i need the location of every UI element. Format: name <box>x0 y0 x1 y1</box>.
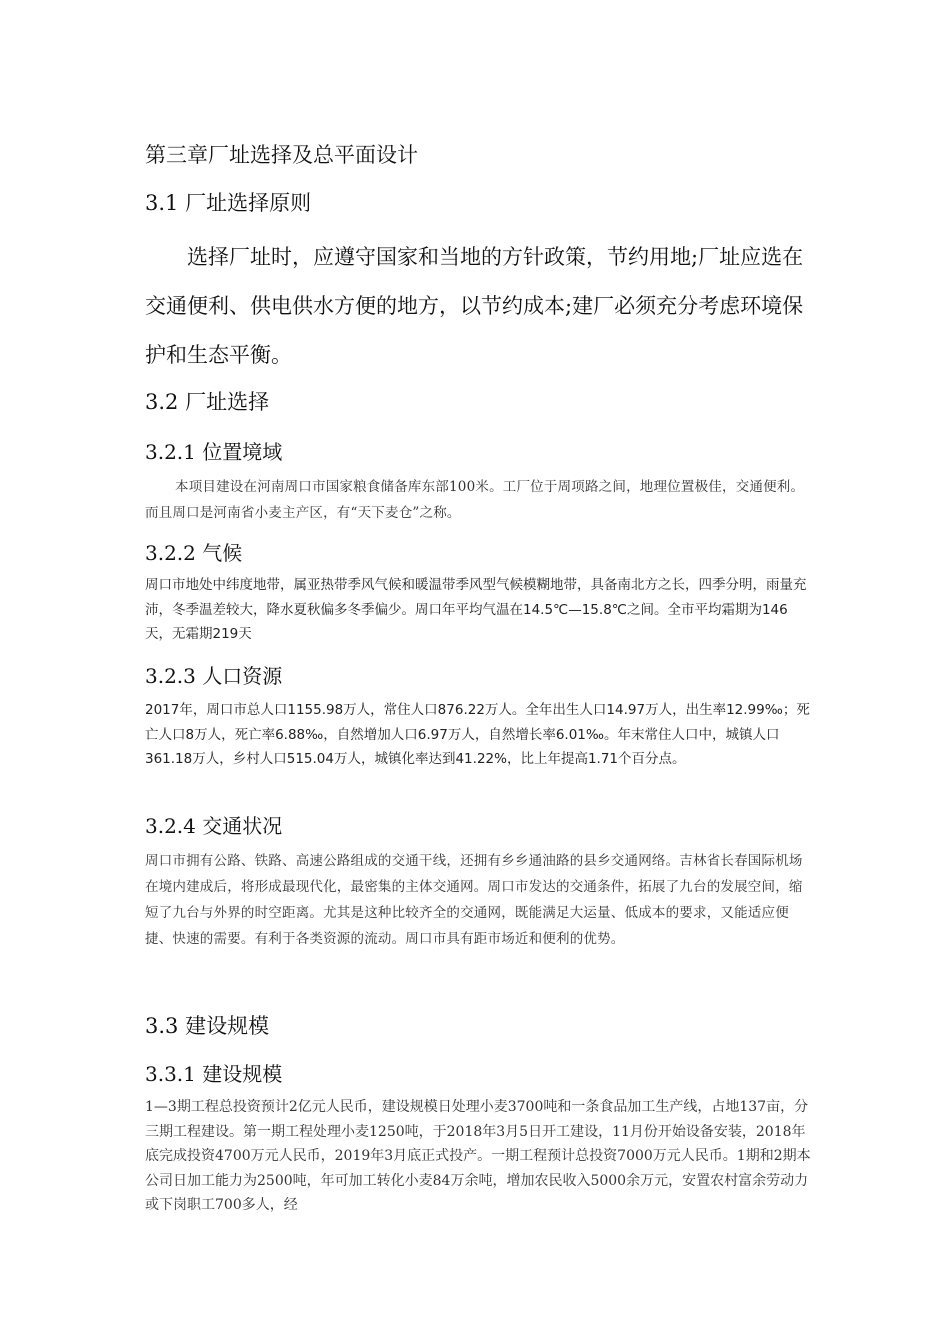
section-3-3-1-heading: 3.3.1 建设规模 <box>145 1062 283 1086</box>
section-3-3-heading: 3.3 建设规模 <box>145 1014 270 1038</box>
section-3-2-4-body: 周口市拥有公路、铁路、高速公路组成的交通干线，还拥有乡乡通油路的县乡交通网络。吉林省长春国际机场在境内建成后，将形成最现代化，最密集的主体交通网。周口市发达的交通条件，拓展了九台的发展空间，缩短了九台与外界的时空距离。尤其是这种比较齐全的交通网，既能满足大运量、低成本的要求，又能适应便捷、快速的需要。有利于各类资源的流动。周口市具有距市场近和便利的优势。 <box>145 853 803 947</box>
section-3-2-1-heading: 3.2.1 位置境域 <box>145 440 283 464</box>
section-3-3-1-body: 1—3期工程总投资预计2亿元人民币，建设规模日处理小麦3700吨和一条食品加工生产线，占地137亩，分三期工程建设。第一期工程处理小麦1250吨，于2018年3月5日开工建设，11月份开始设备安装，2018年底完成投资4700万元人民币，2019年3月底正式投产。一期工程预计总投资7000万元人民币。1期和2期本公司日加工能力为2500吨，年可加工转化小麦84万余吨，增加农民收入5000余万元，安置农村富余劳动力或下岗职工700多人，经 <box>145 1099 811 1213</box>
section-3-2-3-body: 2017年，周口市总人口1155.98万人，常住人口876.22万人。全年出生人口14.97万人，出生率12.99‰；死亡人口8万人，死亡率6.88‰，自然增加人口6.97万人，自然增长率6.01‰。年末常住人口中，城镇人口361.18万人，乡村人口515.04万人，城镇化率达到41.22%，比上年提高1.71个百分点。 <box>145 702 810 767</box>
section-3-1-heading: 3.1 厂址选择原则 <box>145 191 312 215</box>
section-3-2-4-heading: 3.2.4 交通状况 <box>145 814 283 838</box>
section-3-2-2-body: 周口市地处中纬度地带，属亚热带季风气候和暖温带季风型气候模糊地带，具备南北方之长，四季分明，雨量充沛，冬季温差较大，降水夏秋偏多冬季偏少。周口年平均气温在14.5℃—15.8℃之间。全市平均霜期为146天，无霜期219天 <box>145 577 807 642</box>
section-3-2-2-heading: 3.2.2 气候 <box>145 541 243 565</box>
section-3-2-3-heading: 3.2.3 人口资源 <box>145 664 283 688</box>
section-3-1-body: 选择厂址时，应遵守国家和当地的方针政策，节约用地;厂址应选在交通便利、供电供水方便的地方，以节约成本;建厂必须充分考虑环境保护和生态平衡。 <box>145 245 804 367</box>
section-3-2-heading: 3.2 厂址选择 <box>145 390 270 414</box>
section-3-2-1-body: 本项目建设在河南周口市国家粮食储备库东部100米。工厂位于周项路之间，地理位置极佳，交通便利。而且周口是河南省小麦主产区，有“天下麦仓”之称。 <box>145 479 805 521</box>
chapter-title: 第三章厂址选择及总平面设计 <box>145 143 418 167</box>
